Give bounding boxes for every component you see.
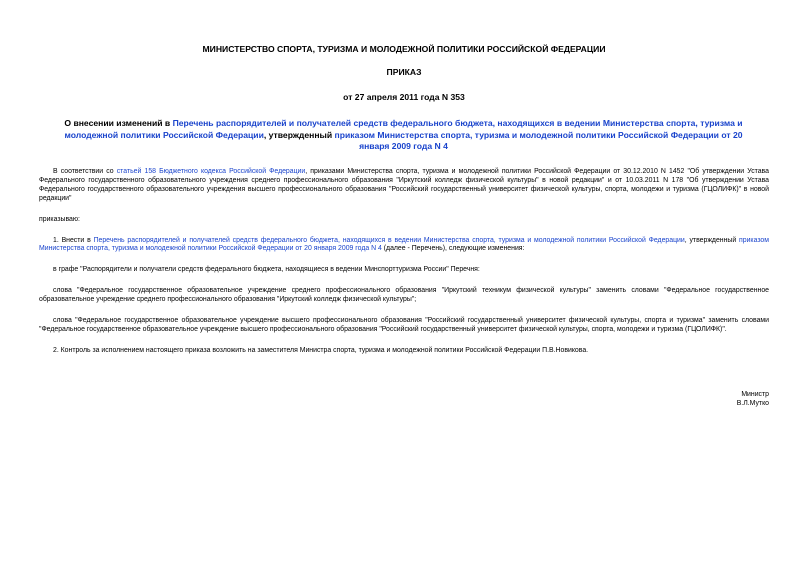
title-text-2: , утвержденный xyxy=(263,129,335,140)
preamble-text-1: В соответствии со xyxy=(53,168,117,175)
preamble-link-budget-code[interactable]: статьей 158 Бюджетного кодекса Российской Федерации xyxy=(116,168,306,175)
document-body xyxy=(39,168,769,368)
title-link-order[interactable]: приказом Министерства спорта, туризма и молодежной политики Российской Федерации от 20 января 2009 года N 4 xyxy=(334,129,743,151)
order-word: приказываю: xyxy=(39,215,80,223)
title-text-1: О внесении изменений в xyxy=(64,118,173,128)
document-type: ПРИКАЗ xyxy=(386,67,422,77)
column-note-paragraph: в графе "Распорядители и получатели средств федерального бюджета, находящиеся в ведении Минспорттуризма России" Перечня: xyxy=(53,266,480,274)
signature-block xyxy=(737,390,769,408)
item-1-text-1: 1. Внести в xyxy=(53,236,94,244)
item-1-link-list[interactable]: Перечень распорядителей и получателей средств федерального бюджета, находящихся в ведении Министерства спорта, туризма и молодежной политики Российской Федерации xyxy=(93,236,685,244)
item-1-text-3: (далее - Перечень), следующие изменения: xyxy=(381,245,525,253)
change-1-paragraph: слова "Федеральное государственное образовательное учреждение среднего профессионального образования "Иркутский техникум физической культуры" заменить словами "Федеральное государственное образовательное учреждение среднего профессионального образования "Иркутский колледж физической культуры"; xyxy=(39,287,769,304)
preamble-paragraph xyxy=(39,168,769,204)
item-1-text-2: , утвержденный xyxy=(684,236,740,244)
item-1-link-order[interactable]: приказом Министерства спорта, туризма и молодежной политики Российской Федерации от 20 января 2009 года N 4 xyxy=(39,236,770,253)
title-link-list[interactable]: Перечень распорядителей и получателей средств федерального бюджета, находящихся в ведении Министерства спорта, туризма и молодежной политики Российской Федерации xyxy=(64,118,743,140)
change-2-paragraph: слова "Федеральное государственное образовательное учреждение высшего профессионального образования "Российский государственный университет физической культуры, спорта и туризма" заменить словами "Федеральное государственное образовательное учреждение высшего профессионального образования "Российский государственный университет физической культуры, спорта, молодежи и туризма (ГЦОЛИФК)". xyxy=(39,317,769,333)
preamble-text-2: , приказами Министерства спорта, туризма и молодежной политики Российской Федерации от 30.12.2010 N 1452 "Об утверждении Устава Федерального государственного образовательного учреждения среднего профессионального образования "Иркутский колледж физической культуры" в новой редакции" и от 10.03.2011 N 178 "Об утверждении Устава Федерального государственного образовательного учреждения высшего профессионального образования "Российский государственный университет физической культуры, спорта, молодежи и туризма (ГЦОЛИФК)" в новой редакции" xyxy=(39,168,769,202)
ministry-header: МИНИСТЕРСТВО СПОРТА, ТУРИЗМА И МОЛОДЕЖНОЙ ПОЛИТИКИ РОССИЙСКОЙ ФЕДЕРАЦИИ xyxy=(202,44,606,54)
signature-position: Министр xyxy=(741,391,769,398)
document-date-number: от 27 апреля 2011 года N 353 xyxy=(343,92,465,102)
signature-name: В.Л.Мутко xyxy=(736,400,769,407)
document-title xyxy=(52,118,755,153)
item-2-paragraph: 2. Контроль за исполнением настоящего приказа возложить на заместителя Министра спорта, туризма и молодежной политики Российской Федерации П.В.Новикова. xyxy=(53,346,589,354)
item-1-paragraph xyxy=(39,237,769,255)
